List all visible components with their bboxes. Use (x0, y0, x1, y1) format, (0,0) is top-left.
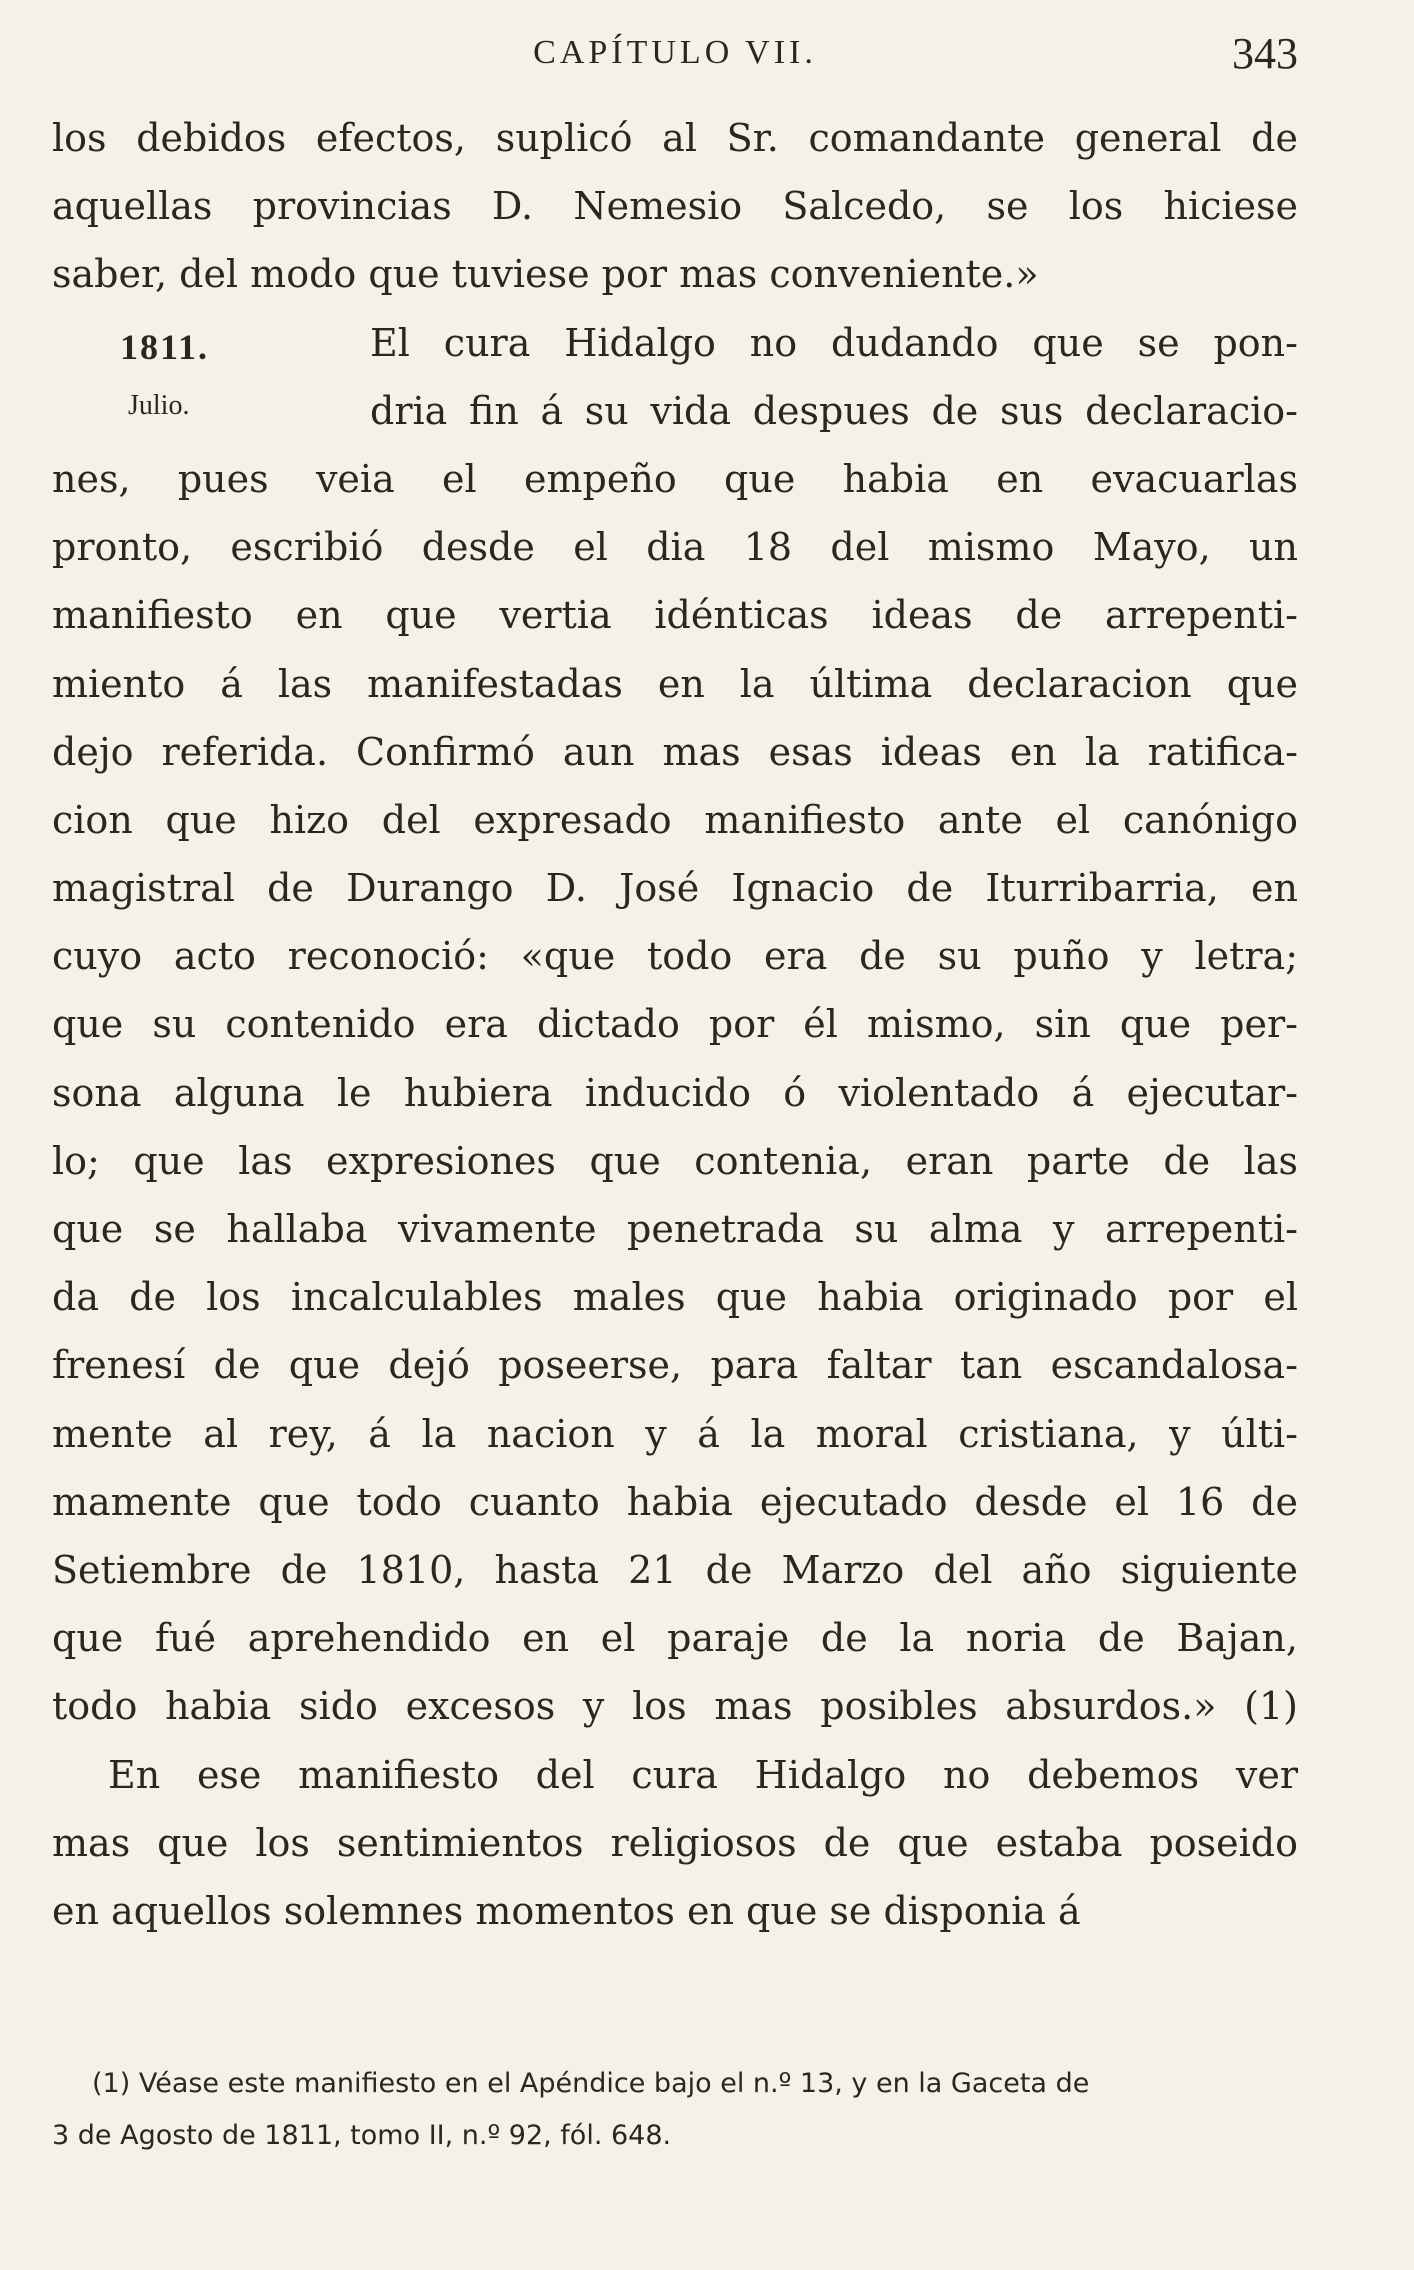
text-line: sona alguna le hubiera inducido ó violentado á ejecutar- (52, 1070, 1298, 1115)
margin-note-year: 1811. (120, 327, 210, 367)
text-line: dria fin á su vida despues de sus declaracio- (370, 388, 1298, 433)
text-line: manifiesto en que vertia idénticas ideas de arrepenti- (52, 593, 1298, 638)
footnote (52, 2058, 1298, 2162)
text-line: en aquellos solemnes momentos en que se disponia á (52, 1888, 1081, 1933)
text-line: cuyo acto reconoció: «que todo era de su puño y letra; (52, 934, 1298, 979)
text-line: que se hallaba vivamente penetrada su alma y arrepenti- (52, 1207, 1298, 1251)
text-line: los debidos efectos, suplicó al Sr. comandante general de (52, 116, 1298, 160)
text-line: aquellas provincias D. Nemesio Salcedo, se los hiciese (52, 184, 1298, 229)
text-line: frenesí de que dejó poseerse, para faltar tan escandalosa- (52, 1343, 1298, 1388)
text-line: que fué aprehendido en el paraje de la noria de Bajan, (52, 1616, 1298, 1661)
text-line: todo habia sido excesos y los mas posibles absurdos.» (1) (52, 1684, 1298, 1729)
running-header (52, 28, 1298, 88)
text-line: da de los incalculables males que habia originado por el (52, 1275, 1298, 1320)
text-line: lo; que las expresiones que contenia, eran parte de las (52, 1138, 1298, 1183)
footnote-line: (1) Véase este manifiesto en el Apéndice bajo el n.º 13, y en la Gaceta de (92, 2068, 1090, 2099)
footnote-line: 3 de Agosto de 1811, tomo II, n.º 92, fól. 648. (52, 2120, 672, 2151)
text-line: mamente que todo cuanto habia ejecutado desde el 16 de (52, 1479, 1298, 1524)
text-line: pronto, escribió desde el dia 18 del mismo Mayo, un (52, 525, 1298, 570)
text-line: En ese manifiesto del cura Hidalgo no debemos ver (108, 1752, 1298, 1797)
text-line: saber, del modo que tuviese por mas conveniente.» (52, 252, 1039, 297)
body-text (52, 104, 1298, 1945)
text-line: Setiembre de 1810, hasta 21 de Marzo del año siguiente (52, 1547, 1298, 1592)
text-line: miento á las manifestadas en la última declaracion que (52, 661, 1298, 706)
text-line: magistral de Durango D. José Ignacio de Iturribarria, en (52, 866, 1298, 911)
text-line: mas que los sentimientos religiosos de que estaba poseido (52, 1820, 1298, 1865)
text-line: nes, pues veia el empeño que habia en evacuarlas (52, 456, 1298, 501)
text-line: mente al rey, á la nacion y á la moral cristiana, y últi- (52, 1411, 1298, 1456)
text-line: dejo referida. Confirmó aun mas esas ideas en la ratifica- (52, 729, 1298, 774)
text-line: El cura Hidalgo no dudando que se pon- (370, 320, 1298, 365)
chapter-title: CAPÍTULO VII. (533, 34, 817, 71)
margin-note-month: Julio. (128, 390, 190, 421)
text-line: cion que hizo del expresado manifiesto ante el canónigo (52, 797, 1298, 842)
text-line: que su contenido era dictado por él mismo, sin que per- (52, 1002, 1298, 1047)
page-number: 343 (1232, 29, 1298, 78)
